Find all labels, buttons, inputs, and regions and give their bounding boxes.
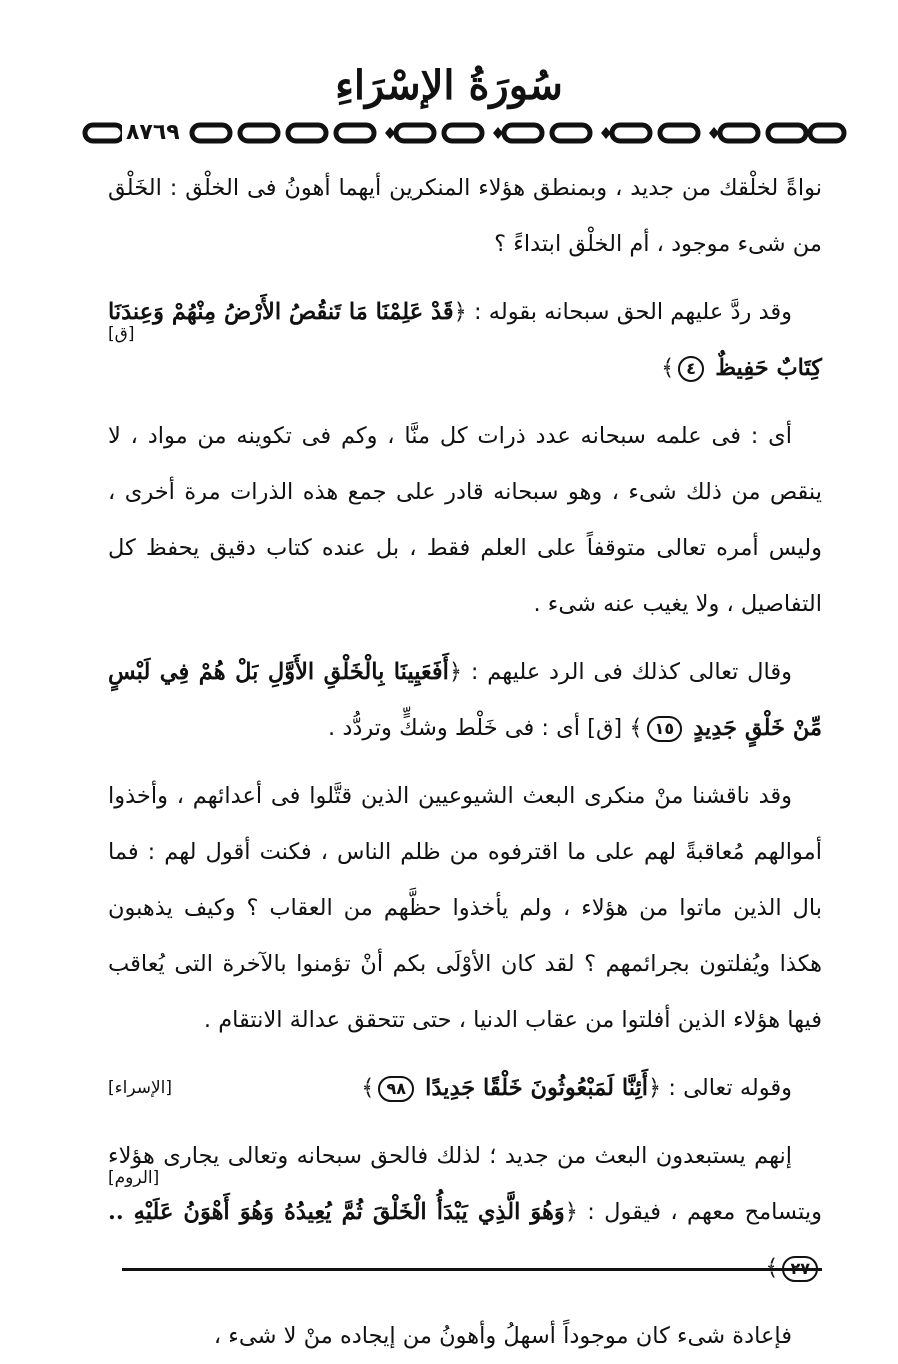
verse-number-98: ٩٨	[378, 1076, 414, 1102]
paragraph-4	[108, 644, 822, 756]
paragraph-2	[108, 284, 822, 396]
ornamental-border	[80, 118, 850, 148]
verse-open-bracket: ﴿	[648, 1075, 662, 1101]
paragraph-3-text: أى : فى علمه سبحانه عدد ذرات كل منَّا ، وكم فى تكوينه من مواد ، لا ينقص من ذلك شىء ، وهو سبحانه قادر على جمع هذه الذرات مرة أخرى ، وليس أمره تعالى متوقفاً على العلم فقط ، بل عنده كتاب دقيق يحفظ كل التفاصيل ، ولا يغيب عنه شىء .	[108, 423, 822, 617]
verse-number-15: ١٥	[647, 716, 683, 742]
surah-title: سُورَةُ الإسْرَاءِ	[335, 62, 563, 109]
text-body	[108, 160, 822, 1364]
paragraph-4-tail: [ق] أى : فى خَلْط وشكٍّ وتردُّد .	[328, 715, 623, 741]
paragraph-6-intro: وقوله تعالى :	[668, 1075, 792, 1101]
footer-rule	[122, 1268, 822, 1271]
verse-close-bracket: ﴾	[361, 1075, 375, 1101]
verse-rum-27: وَهُوَ الَّذِي يَبْدَأُ الْخَلْقَ ثُمَّ يُعِيدُهُ وَهُوَ أَهْوَنُ عَلَيْهِ ..	[108, 1199, 565, 1225]
paragraph-3	[108, 408, 822, 632]
paragraph-5-text: وقد ناقشنا منْ منكرى البعث الشيوعيين الذين قتَّلوا فى أعدائهم ، وأخذوا أموالهم مُعاقبةً لهم على ما اقترفوه من ظلم الناس ، فكنت أقول لهم : فما بال الذين ماتوا من هؤلاء ، ولم يأخذوا حظَّهم من العقاب ؟ وكيف يذهبون هكذا ويُفلتون بجرائمهم ؟ لقد كان الأوْلَى بكم أنْ تؤمنوا بالآخرة التى يُعاقب فيها هؤلاء الذين أفلتوا من عقاب الدنيا ، حتى تتحقق عدالة الانتقام .	[108, 783, 822, 1033]
surah-reference-isra: [الإسراء]	[108, 1078, 173, 1098]
verse-close-bracket: ﴾	[629, 715, 643, 741]
paragraph-1: نواةً لخلْقك من جديد ، وبمنطق هؤلاء المنكرين أيهما أهونُ فى الخلْق : الخَلْق من شىء موجود ، أم الخلْق ابتداءً ؟	[108, 175, 822, 257]
verse-qaf-15: أَفَعَيِينَا بِالْخَلْقِ الأَوَّلِ بَلْ هُمْ فِي لَبْسٍ مِّنْ خَلْقٍ جَدِيدٍ	[108, 659, 822, 741]
verse-close-bracket: ﴾	[661, 355, 675, 381]
paragraph-8-text: فإعادة شىء كان موجوداً أسهلُ وأهونُ من إيجاده منْ لا شىء ،	[213, 1323, 792, 1349]
surah-reference-rum: [الروم]	[108, 1168, 160, 1188]
paragraph-4-intro: وقال تعالى كذلك فى الرد عليهم :	[470, 659, 792, 685]
verse-number-4: ٤	[678, 356, 704, 382]
verse-qaf-4: قَدْ عَلِمْنَا مَا تَنقُصُ الأَرْضُ مِنْهُمْ وَعِندَنَا كِتَابٌ حَفِيظٌ	[108, 299, 822, 381]
paragraph-6	[108, 1060, 822, 1116]
page-number: ٨٧٦٩	[122, 118, 184, 148]
surah-reference-qaf: [ق]	[108, 324, 135, 344]
paragraph-7-intro: إنهم يستبعدون البعث من جديد ؛ لذلك فالحق سبحانه وتعالى يجارى هؤلاء ويتسامح معهم ، فيقول :	[108, 1143, 822, 1225]
paragraph-8	[108, 1308, 822, 1364]
verse-open-bracket: ﴿	[453, 299, 467, 325]
paragraph-5	[108, 768, 822, 1048]
verse-open-bracket: ﴿	[564, 1199, 578, 1225]
paragraph-2-intro: وقد ردَّ عليهم الحق سبحانه بقوله :	[474, 299, 792, 325]
verse-open-bracket: ﴿	[448, 659, 463, 685]
verse-isra-98: أَئِنَّا لَمَبْعُوثُونَ خَلْقًا جَدِيدًا	[425, 1075, 649, 1101]
